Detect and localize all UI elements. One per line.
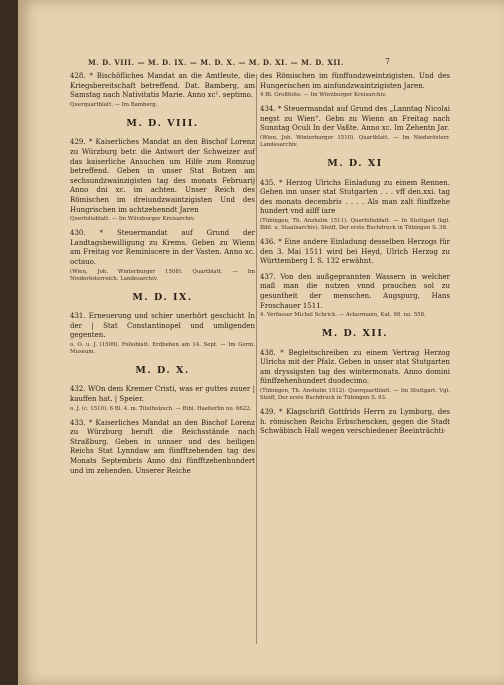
entry-source: 4. Verfasser Michel Schrick. — Ackermann, Kat. 98. no. 558. [260, 312, 426, 319]
entry-text: 438. * Begleitschreiben zu einem Vertrag Herzog Ulrichs mit der Pfalz. Geben in unser stat Stutgarten am dryssigsten tag des wintermonats. Anno domini fünffzehenhundert duodecimo. [260, 348, 450, 386]
entry-433 [70, 419, 255, 477]
entry-text: 435. * Herzog Ulrichs Einladung zu einem Rennen. Geben inn unser stat Stutgarten . . . vff den.xxi. tag des monats decembris . . . . Als man zalt fünffzehe hundert vnd ailff iare [260, 178, 450, 216]
entry-429 [70, 138, 255, 223]
running-title: M. D. VIII. — M. D. IX. — M. D. X. — M. D. XI. — M. D. XII. [88, 58, 344, 67]
left-column [70, 72, 255, 482]
entry-text: 432. WOn dem Kremer Cristi, was er guttes zuuer | kauffen hat. | Speier. [70, 385, 255, 404]
entry-text: 434. * Steuermandat auf Grund des „Lanntag Nicolai negst zu Wien“. Gebn zu Wienn an Freitag nach Sunntag Oculi In der Vaßte. Anno xc. Im Zehentn Jar. [260, 105, 450, 133]
section-heading-1508: M. D. VIII. [126, 117, 199, 129]
entry-source: 4 Bl. Großfolio. — Im Würzburger Kreisarchiv. [260, 92, 387, 99]
entry-source: o. O. u. J. (1509). Folioblatt. Erdbeben am 14. Sept. — Im Germ. Museum. [70, 341, 255, 355]
entry-source: o. J. (c. 1510). 6 Bl. 4. m. Titelholzsch. — Bibl. Haeberlin no. 6622. [70, 405, 252, 412]
section-heading-1509: M. D. IX. [132, 291, 193, 303]
entry-430 [70, 229, 255, 282]
entry-432 [70, 385, 255, 412]
section-heading-1511: M. D. XI [327, 157, 383, 169]
entry-text: 433. * Kaiserliches Mandat an den Bischof Lorenz zu Würzburg beruft die Reichsstände nach Straßburg. Geben in unnser und des heiligen Reichs Stat Lynndaw am fünfftzehenden tag des Monats Septembris Anno dni fünfftzehenhundert und im zehenden. Unserer Reiche [70, 418, 255, 475]
entry-source: (Wien, Joh. Winterburger 1508). Quartblatt. — Im Niederösterreich. Landesarchiv. [70, 268, 255, 282]
entry-text: 431. Erneuerung und schier unerhört geschicht In der | Stat Constantinopel und umligenden gegenten. [70, 312, 255, 340]
entry-439 [260, 408, 450, 437]
right-column [260, 72, 450, 443]
entry-source: Querfolioblatt. — Im Würzburger Kreisarchiv. [70, 216, 195, 223]
entry-source: Querquartblatt. — Im Bamberg. [70, 101, 158, 108]
entry-431 [70, 312, 255, 356]
entry-text: 439. * Klagschrift Gottfrids Herrn zu Lymburg, des h. römischen Reichs Erbschencken, gegen die Stadt Schwäbisch Hall wegen verschiedener Beeinträchti- [260, 408, 450, 436]
entry-text: 437. Von den außgeprannten Wassern in welcher maß man die nutzen vnnd prauchen sol zu gesuntheit der menschen. Augspurg, Hans Froschauer 1511. [260, 272, 450, 310]
entry-source: (Tübingen, Th. Anshelm 1511). Querfolioblatt. — In Stuttgart (kgl. Bibl. u. Staatsarchiv). Steiff, Der erste Buchdruck in Tübingen S. 38. [260, 217, 450, 231]
entry-428 [70, 72, 255, 109]
entry-text: 428. * Bischöfliches Mandat an die Amtleute, die Kriegsbereitschaft betreffend. Dat. Bamberg, am Samstag nach Nativitatis Marie. Anno xc¹. septimo. [70, 72, 255, 100]
entry-text: 430. * Steuermandat auf Grund der Landtagsbewilligung zu Krems. Geben zu Wienn am Freitag vor Reminiscere in der Vasten. Anno xc. octauo. [70, 229, 255, 266]
entry-source: (Tübingen, Th. Anshelm 1512). Querquartblatt. — Im Stuttgart. Vgl. Steiff, Der erste Buchdruck in Tübingen S. 93. [260, 388, 450, 402]
entry-433-continued [260, 72, 450, 99]
entry-434 [260, 105, 450, 149]
entry-436 [260, 238, 450, 267]
entry-text: 436. * Eine andere Einladung desselben Herzogs für den 3. Mai 1511 wird bei Heyd, Ulrich Herzog zu Württemberg I. S. 132 erwähnt. [260, 237, 450, 266]
entry-438 [260, 349, 450, 402]
section-heading-1510: M. D. X. [135, 364, 190, 376]
section-heading-1512: M. D. XII. [321, 328, 389, 340]
column-divider [256, 74, 257, 644]
page-number: 7 [385, 57, 391, 66]
entry-435 [260, 179, 450, 232]
entry-source: (Wien, Joh. Winterburger 1510). Quartblatt. — Im Niederösterr. Landesarchiv. [260, 134, 450, 148]
entry-text: 429. * Kaiserliches Mandat an den Bischof Lorenz zu Würzburg betr. die Antwort der Schweizer auf das kaiserliche Ansuchen um Hilfe zum Romzug betreffend. Geben in unser Stat Botzen am sechsundzwainzigisten tag des monats Februarij Anno dni xc. im achten. Unser Reich des Römischen im dreiundzwaintzigisten Und des Hungrischen im achtzehenndt Jaren [70, 138, 255, 214]
entry-text: des Römischen im fünffundzweintzigisten. Und des Hungerischen im ainfundzwaintzigisten Jaren. [260, 72, 450, 90]
entry-437 [260, 273, 450, 319]
